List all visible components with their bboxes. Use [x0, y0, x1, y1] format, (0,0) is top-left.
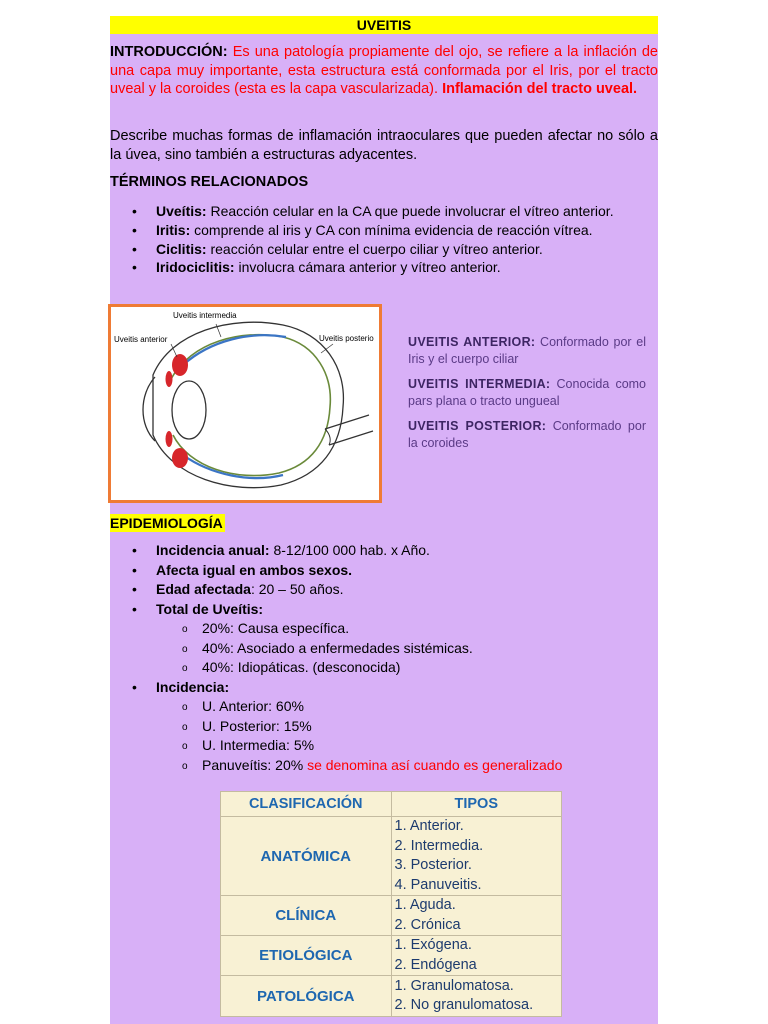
uveitis-type-desc: Conocida como pars plana o tracto ungueal	[408, 377, 647, 408]
uveitis-type-item	[408, 376, 646, 409]
type-item: 3. Posterior.	[394, 857, 472, 873]
panuveitis-value: Panuveítis: 20%	[202, 756, 308, 773]
sub-list-item: o 40%: Asociado a enfermedades sistémicas.	[110, 639, 658, 659]
category-cell: ANATÓMICA	[221, 817, 392, 896]
list-item	[110, 221, 658, 240]
intro-text: Es una patología propiamente del ojo, se refiere a la inflación de una capa muy importante, esta estructura está conformada por el Iris, por el tracto uveal y la coroides (esta es la capa vascularizada).	[110, 44, 658, 97]
epidemiology-heading: EPIDEMIOLOGÍA	[110, 515, 223, 531]
epi-label: Afecta igual en ambos sexos.	[156, 561, 353, 578]
list-item	[110, 561, 658, 581]
types-cell	[391, 976, 562, 1017]
sub-list-item: o U. Intermedia: 5%	[110, 736, 658, 756]
list-item	[110, 541, 658, 561]
types-cell	[391, 817, 562, 896]
epi-label: Total de Uveítis:	[156, 600, 264, 617]
table-row	[221, 817, 562, 896]
classification-table	[220, 791, 562, 1017]
introduction-paragraph	[110, 43, 658, 99]
uveitis-type-desc: Conformado por la coroides	[408, 419, 646, 450]
document-page	[110, 16, 658, 1024]
terms-list	[110, 202, 658, 277]
term-text: Reacción celular en la CA que puede involucrar el vítreo anterior.	[206, 203, 614, 219]
types-cell	[391, 936, 562, 976]
epidemiology-list	[110, 541, 658, 775]
term-text: comprende al iris y CA con mínima evidencia de reacción vítrea.	[190, 222, 593, 238]
epi-value: : 20 – 50 años.	[250, 581, 344, 597]
uveitis-type-name: UVEITIS POSTERIOR:	[408, 419, 547, 433]
sub-list-item: o 40%: Idiopáticas. (desconocida)	[110, 658, 658, 678]
uveitis-type-name: UVEITIS INTERMEDIA:	[408, 377, 551, 391]
label-intermediate: Uveitis intermedia	[173, 311, 237, 320]
header-classification: CLASIFICACIÓN	[221, 792, 392, 817]
sub-list-item: o U. Posterior: 15%	[110, 717, 658, 737]
uveitis-type-item	[408, 418, 646, 451]
eye-diagram	[108, 304, 382, 503]
term-label: Uveítis:	[156, 203, 207, 219]
category-cell: CLÍNICA	[221, 896, 392, 936]
label-posterior: Uveitis posterio	[319, 334, 374, 343]
list-item	[110, 580, 658, 600]
intro-label: INTRODUCCIÓN:	[110, 44, 228, 60]
total-sublist	[156, 619, 658, 678]
uveitis-type-item	[408, 334, 646, 367]
list-item	[110, 240, 658, 259]
epi-label: Incidencia anual:	[156, 542, 270, 558]
description-paragraph: Describe muchas formas de inflamación intraoculares que pueden afectar no sólo a la úvea, sino también a estructuras adyacentes.	[110, 128, 658, 163]
list-item	[110, 258, 658, 277]
term-text: involucra cámara anterior y vítreo anterior.	[234, 259, 501, 275]
sub-list-item: o U. Anterior: 60%	[110, 697, 658, 717]
incidence-sublist	[156, 697, 658, 775]
type-item: 2. Intermedia.	[394, 837, 484, 854]
page-title: UVEITIS	[110, 16, 658, 34]
term-label: Iridociclitis:	[156, 259, 235, 275]
category-cell: PATOLÓGICA	[221, 976, 392, 1017]
term-label: Ciclitis:	[156, 240, 207, 257]
table-row	[221, 896, 562, 936]
intro-strong: Inflamación del tracto uveal.	[442, 81, 638, 97]
list-item	[110, 600, 658, 678]
panuveitis-note: se denomina así cuando es generalizado	[307, 756, 563, 773]
type-item: 2. Crónica	[394, 916, 461, 933]
epi-value: 8-12/100 000 hab. x Año.	[269, 542, 430, 558]
term-text: reacción celular entre el cuerpo ciliar y vítreo anterior.	[206, 240, 543, 257]
type-item: 1. Exógena.	[394, 937, 472, 953]
eye-illustration	[111, 307, 379, 500]
header-types: TIPOS	[391, 792, 562, 817]
type-item: 1. Aguda.	[394, 897, 456, 913]
table-row	[221, 976, 562, 1017]
type-item: 1. Anterior.	[394, 818, 464, 834]
uveitis-type-name: UVEITIS ANTERIOR:	[408, 335, 536, 349]
category-cell: ETIOLÓGICA	[221, 936, 392, 976]
list-item	[110, 678, 658, 776]
list-item	[110, 202, 658, 221]
types-cell	[391, 896, 562, 936]
uveitis-types-legend	[408, 334, 646, 460]
table-header-row	[221, 792, 562, 817]
type-item: 1. Granulomatosa.	[394, 977, 514, 994]
type-item: 2. No granulomatosa.	[394, 997, 534, 1013]
table-row	[221, 936, 562, 976]
sub-list-item: o 20%: Causa específica.	[110, 619, 658, 639]
label-anterior: Uveitis anterior	[114, 335, 168, 344]
epi-label: Edad afectada	[156, 581, 251, 597]
epi-label: Incidencia:	[156, 678, 230, 695]
terms-heading: TÉRMINOS RELACIONADOS	[110, 174, 309, 190]
type-item: 4. Panuveitis.	[394, 876, 482, 893]
term-label: Iritis:	[156, 222, 191, 238]
sub-list-item	[110, 756, 658, 776]
type-item: 2. Endógena	[394, 956, 477, 973]
uveitis-type-desc: Conformado por el Iris y el cuerpo ciliar	[408, 335, 646, 366]
